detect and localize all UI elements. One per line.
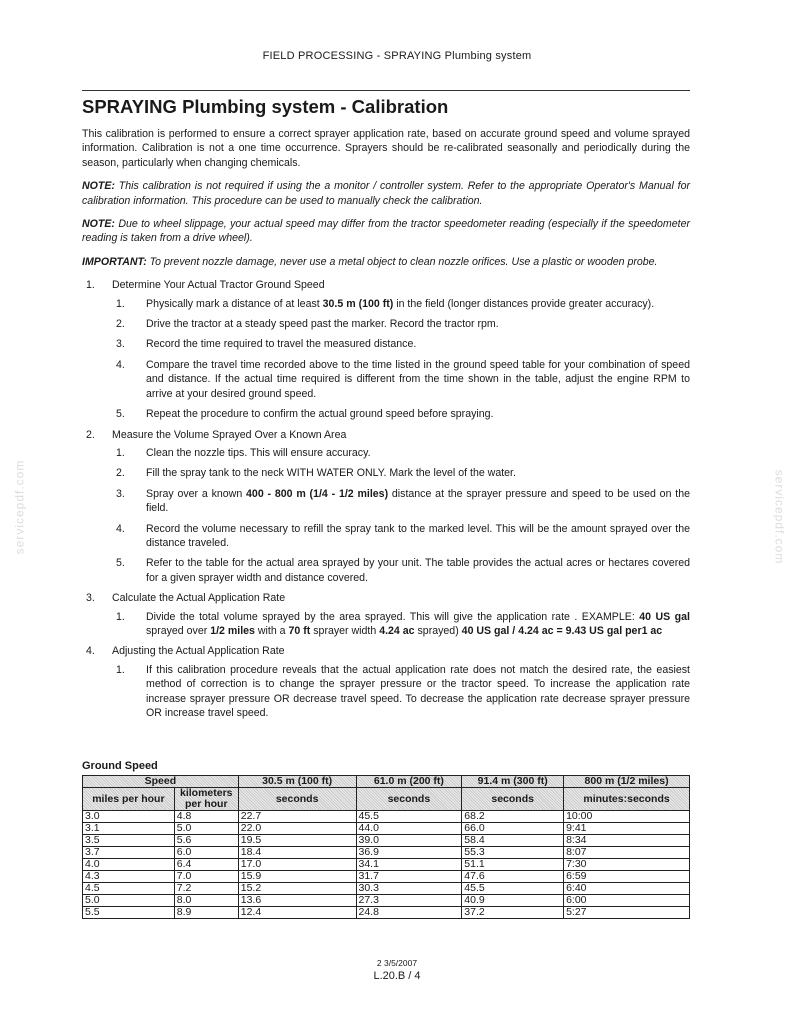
sub-step [82, 556, 690, 585]
sub-step-number: 5. [116, 408, 125, 421]
step-number: 4. [86, 645, 95, 658]
sub-step-number: 2. [116, 318, 125, 331]
note-text: Due to wheel slippage, your actual speed may differ from the tractor speedometer reading (especially if the speedometer reading is taken from a drive wheel). [82, 218, 690, 245]
ground-speed-table [82, 775, 690, 919]
sub-step-text: with a [254, 624, 289, 637]
running-header: FIELD PROCESSING - SPRAYING Plumbing system [262, 50, 532, 62]
table-row [83, 811, 690, 823]
sub-step [82, 337, 690, 351]
sub-step-emphasis: 400 - 800 m (1/4 - 1/2 miles) [246, 487, 389, 500]
note-text: This calibration is not required if using the a monitor / controller system. Refer to the appropriate Operator's Manual for calibration information. This procedure can be used to manually check the calibration. [82, 180, 690, 207]
sub-step-text: distance at the sprayer pressure and speed to be used on the field. [146, 487, 690, 515]
sub-step [82, 466, 690, 480]
table-row [83, 907, 690, 919]
table-cell: 10:00 [564, 811, 690, 823]
table-cell: 27.3 [356, 895, 462, 907]
sub-step [82, 317, 690, 331]
document-body [82, 127, 690, 726]
procedure-step [82, 278, 690, 292]
table-cell: 4.3 [83, 871, 175, 883]
header-rule [82, 90, 690, 91]
sub-step-text: Fill the spray tank to the neck WITH WATER ONLY. Mark the level of the water. [146, 467, 516, 480]
table-cell: 6:59 [564, 871, 690, 883]
intro-paragraph: This calibration is performed to ensure a correct sprayer application rate, based on accurate ground speed and volume sprayed information. Calibration is not a one time occurrence. Sprayers should be re-calibrated seasonally and periodically during the season, particularly when changing chemicals. [82, 128, 690, 169]
table-cell: 3.0 [83, 811, 175, 823]
table-cell: 8.0 [174, 895, 238, 907]
table-cell: 68.2 [462, 811, 564, 823]
table-cell: 8.9 [174, 907, 238, 919]
procedure-step [82, 428, 690, 442]
table-cell: 15.2 [238, 883, 356, 895]
table-cell: 44.0 [356, 823, 462, 835]
column-header: seconds [238, 788, 356, 811]
sub-step-text: Physically mark a distance of at least [146, 297, 323, 310]
table-cell: 37.2 [462, 907, 564, 919]
table-cell: 24.8 [356, 907, 462, 919]
table-cell: 9:41 [564, 823, 690, 835]
table-cell: 19.5 [238, 835, 356, 847]
table-cell: 4.8 [174, 811, 238, 823]
table-cell: 40.9 [462, 895, 564, 907]
table-row [83, 871, 690, 883]
sub-step-number: 1. [116, 446, 125, 459]
sub-step-number: 2. [116, 467, 125, 480]
table-row [83, 847, 690, 859]
table-cell: 47.6 [462, 871, 564, 883]
table-cell: 4.0 [83, 859, 175, 871]
table-row [83, 859, 690, 871]
table-cell: 7.2 [174, 883, 238, 895]
sub-step-emphasis: 40 US gal / 4.24 ac = 9.43 US gal per1 ac [461, 624, 663, 637]
table-body [83, 811, 690, 919]
table-cell: 3.7 [83, 847, 175, 859]
table-cell: 39.0 [356, 835, 462, 847]
column-header: kilometers per hour [174, 788, 238, 811]
column-group-header: 800 m (1/2 miles) [564, 776, 690, 788]
sub-step-number: 4. [116, 522, 125, 535]
table-cell: 5.0 [83, 895, 175, 907]
note-paragraph [82, 217, 690, 246]
column-header: seconds [462, 788, 564, 811]
table-cell: 6.4 [174, 859, 238, 871]
sub-step-text: Repeat the procedure to confirm the actual ground speed before spraying. [146, 408, 494, 421]
step-title: Determine Your Actual Tractor Ground Speed [112, 279, 325, 292]
sub-step-text: Spray over a known [146, 487, 247, 500]
important-paragraph [82, 255, 690, 269]
table-cell: 17.0 [238, 859, 356, 871]
table-cell: 7:30 [564, 859, 690, 871]
table-cell: 45.5 [356, 811, 462, 823]
sub-step [82, 522, 690, 551]
table-cell: 8:34 [564, 835, 690, 847]
sub-step-text: Record the time required to travel the measured distance. [146, 338, 417, 351]
table-cell: 12.4 [238, 907, 356, 919]
procedure-steps [82, 278, 690, 720]
column-group-header: 30.5 m (100 ft) [238, 776, 356, 788]
step-number: 1. [86, 279, 95, 292]
column-header: miles per hour [83, 788, 175, 811]
procedure-step [82, 644, 690, 658]
sub-step-text: Refer to the table for the actual area sprayed by your unit. The table provides the actual acres or hectares covered for a given sprayer width and distance covered. [146, 557, 690, 584]
table-title: Ground Speed [82, 760, 158, 772]
table-cell: 31.7 [356, 871, 462, 883]
sub-step [82, 487, 690, 516]
table-cell: 5:27 [564, 907, 690, 919]
table-cell: 30.3 [356, 883, 462, 895]
table-cell: 22.7 [238, 811, 356, 823]
table-cell: 6.0 [174, 847, 238, 859]
sub-step-number: 4. [116, 358, 125, 371]
sub-step-text: sprayed) [414, 624, 462, 637]
sub-step-text: Drive the tractor at a steady speed past the marker. Record the tractor rpm. [146, 318, 499, 331]
sub-step-text: Compare the travel time recorded above to the time listed in the ground speed table for your combination of speed and distance. If the actual time required is different from the time shown in the table, adjust the engine RPM to arrive at your desired ground speed. [146, 358, 690, 400]
procedure-step [82, 591, 690, 605]
sub-step-number: 5. [116, 557, 125, 570]
table-row [83, 895, 690, 907]
table-cell: 3.5 [83, 835, 175, 847]
sub-step-number: 3. [116, 487, 125, 500]
table-cell: 34.1 [356, 859, 462, 871]
table-cell: 13.6 [238, 895, 356, 907]
table-cell: 8:07 [564, 847, 690, 859]
table-cell: 5.0 [174, 823, 238, 835]
table-cell: 51.1 [462, 859, 564, 871]
sub-step-text: Clean the nozzle tips. This will ensure accuracy. [146, 446, 371, 459]
table-cell: 58.4 [462, 835, 564, 847]
sub-step-number: 3. [116, 338, 125, 351]
table-sub-header-row [83, 788, 690, 811]
watermark-right: servicepdf.com [772, 469, 787, 565]
sub-step-text: Divide the total volume sprayed by the area sprayed. This will give the application rate . EXAMPLE: [146, 610, 640, 623]
table-cell: 15.9 [238, 871, 356, 883]
sub-step-emphasis: 4.24 ac [379, 624, 415, 637]
page-title: SPRAYING Plumbing system - Calibration [82, 96, 449, 117]
sub-step [82, 297, 690, 311]
sub-step-emphasis: 70 ft [288, 624, 311, 637]
sub-step-number: 1. [116, 663, 125, 676]
step-title: Measure the Volume Sprayed Over a Known Area [112, 428, 347, 441]
column-group-header: 91.4 m (300 ft) [462, 776, 564, 788]
table-cell: 3.1 [83, 823, 175, 835]
note-label: NOTE: [82, 218, 115, 231]
sub-step-text: in the field (longer distances provide greater accuracy). [393, 297, 655, 310]
step-number: 3. [86, 592, 95, 605]
table-row [83, 835, 690, 847]
sub-step-number: 1. [116, 610, 125, 623]
table-cell: 22.0 [238, 823, 356, 835]
sub-step [82, 358, 690, 401]
sub-step-number: 1. [116, 297, 125, 310]
table-cell: 18.4 [238, 847, 356, 859]
table-cell: 36.9 [356, 847, 462, 859]
footer-page-number: L.20.B / 4 [373, 970, 421, 982]
step-title: Adjusting the Actual Application Rate [112, 645, 285, 658]
note-paragraph [82, 179, 690, 208]
sub-step [82, 407, 690, 421]
sub-step-text: If this calibration procedure reveals that the actual application rate does not match the desired rate, the easiest method of correction is to change the sprayer pressure or the tractor speed. To increase the application rate increase sprayer pressure OR decrease travel speed. To decrease the application rate decrease sprayer pressure OR increase travel speed. [146, 663, 690, 719]
step-number: 2. [86, 428, 95, 441]
sub-step [82, 446, 690, 460]
important-text: To prevent nozzle damage, never use a metal object to clean nozzle orifices. Use a plastic or wooden probe. [146, 255, 658, 268]
table-cell: 45.5 [462, 883, 564, 895]
table-cell: 5.6 [174, 835, 238, 847]
table-cell: 5.5 [83, 907, 175, 919]
sub-step-emphasis: 40 US gal [639, 610, 690, 623]
table-cell: 66.0 [462, 823, 564, 835]
sub-step-emphasis: 30.5 m (100 ft) [322, 297, 394, 310]
sub-step-text: sprayed over [146, 624, 211, 637]
sub-step [82, 663, 690, 721]
sub-step-text: sprayer width [310, 624, 380, 637]
sub-step-emphasis: 1/2 miles [210, 624, 255, 637]
table-group-header-row [83, 776, 690, 788]
important-label: IMPORTANT: [82, 255, 147, 268]
footer-date: 2 3/5/2007 [376, 958, 418, 968]
step-title: Calculate the Actual Application Rate [112, 592, 286, 605]
sub-step [82, 610, 690, 639]
table-cell: 6:40 [564, 883, 690, 895]
watermark-left: servicepdf.com [12, 459, 27, 555]
table-cell: 55.3 [462, 847, 564, 859]
column-header: minutes:seconds [564, 788, 690, 811]
note-label: NOTE: [82, 180, 115, 193]
sub-step-text: Record the volume necessary to refill the spray tank to the marked level. This will be the amount sprayed over the distance traveled. [146, 522, 690, 549]
table-cell: 7.0 [174, 871, 238, 883]
table-cell: 4.5 [83, 883, 175, 895]
column-group-header: 61.0 m (200 ft) [356, 776, 462, 788]
table-cell: 6:00 [564, 895, 690, 907]
table-row [83, 883, 690, 895]
table-row [83, 823, 690, 835]
column-group-header: Speed [83, 776, 239, 788]
column-header: seconds [356, 788, 462, 811]
